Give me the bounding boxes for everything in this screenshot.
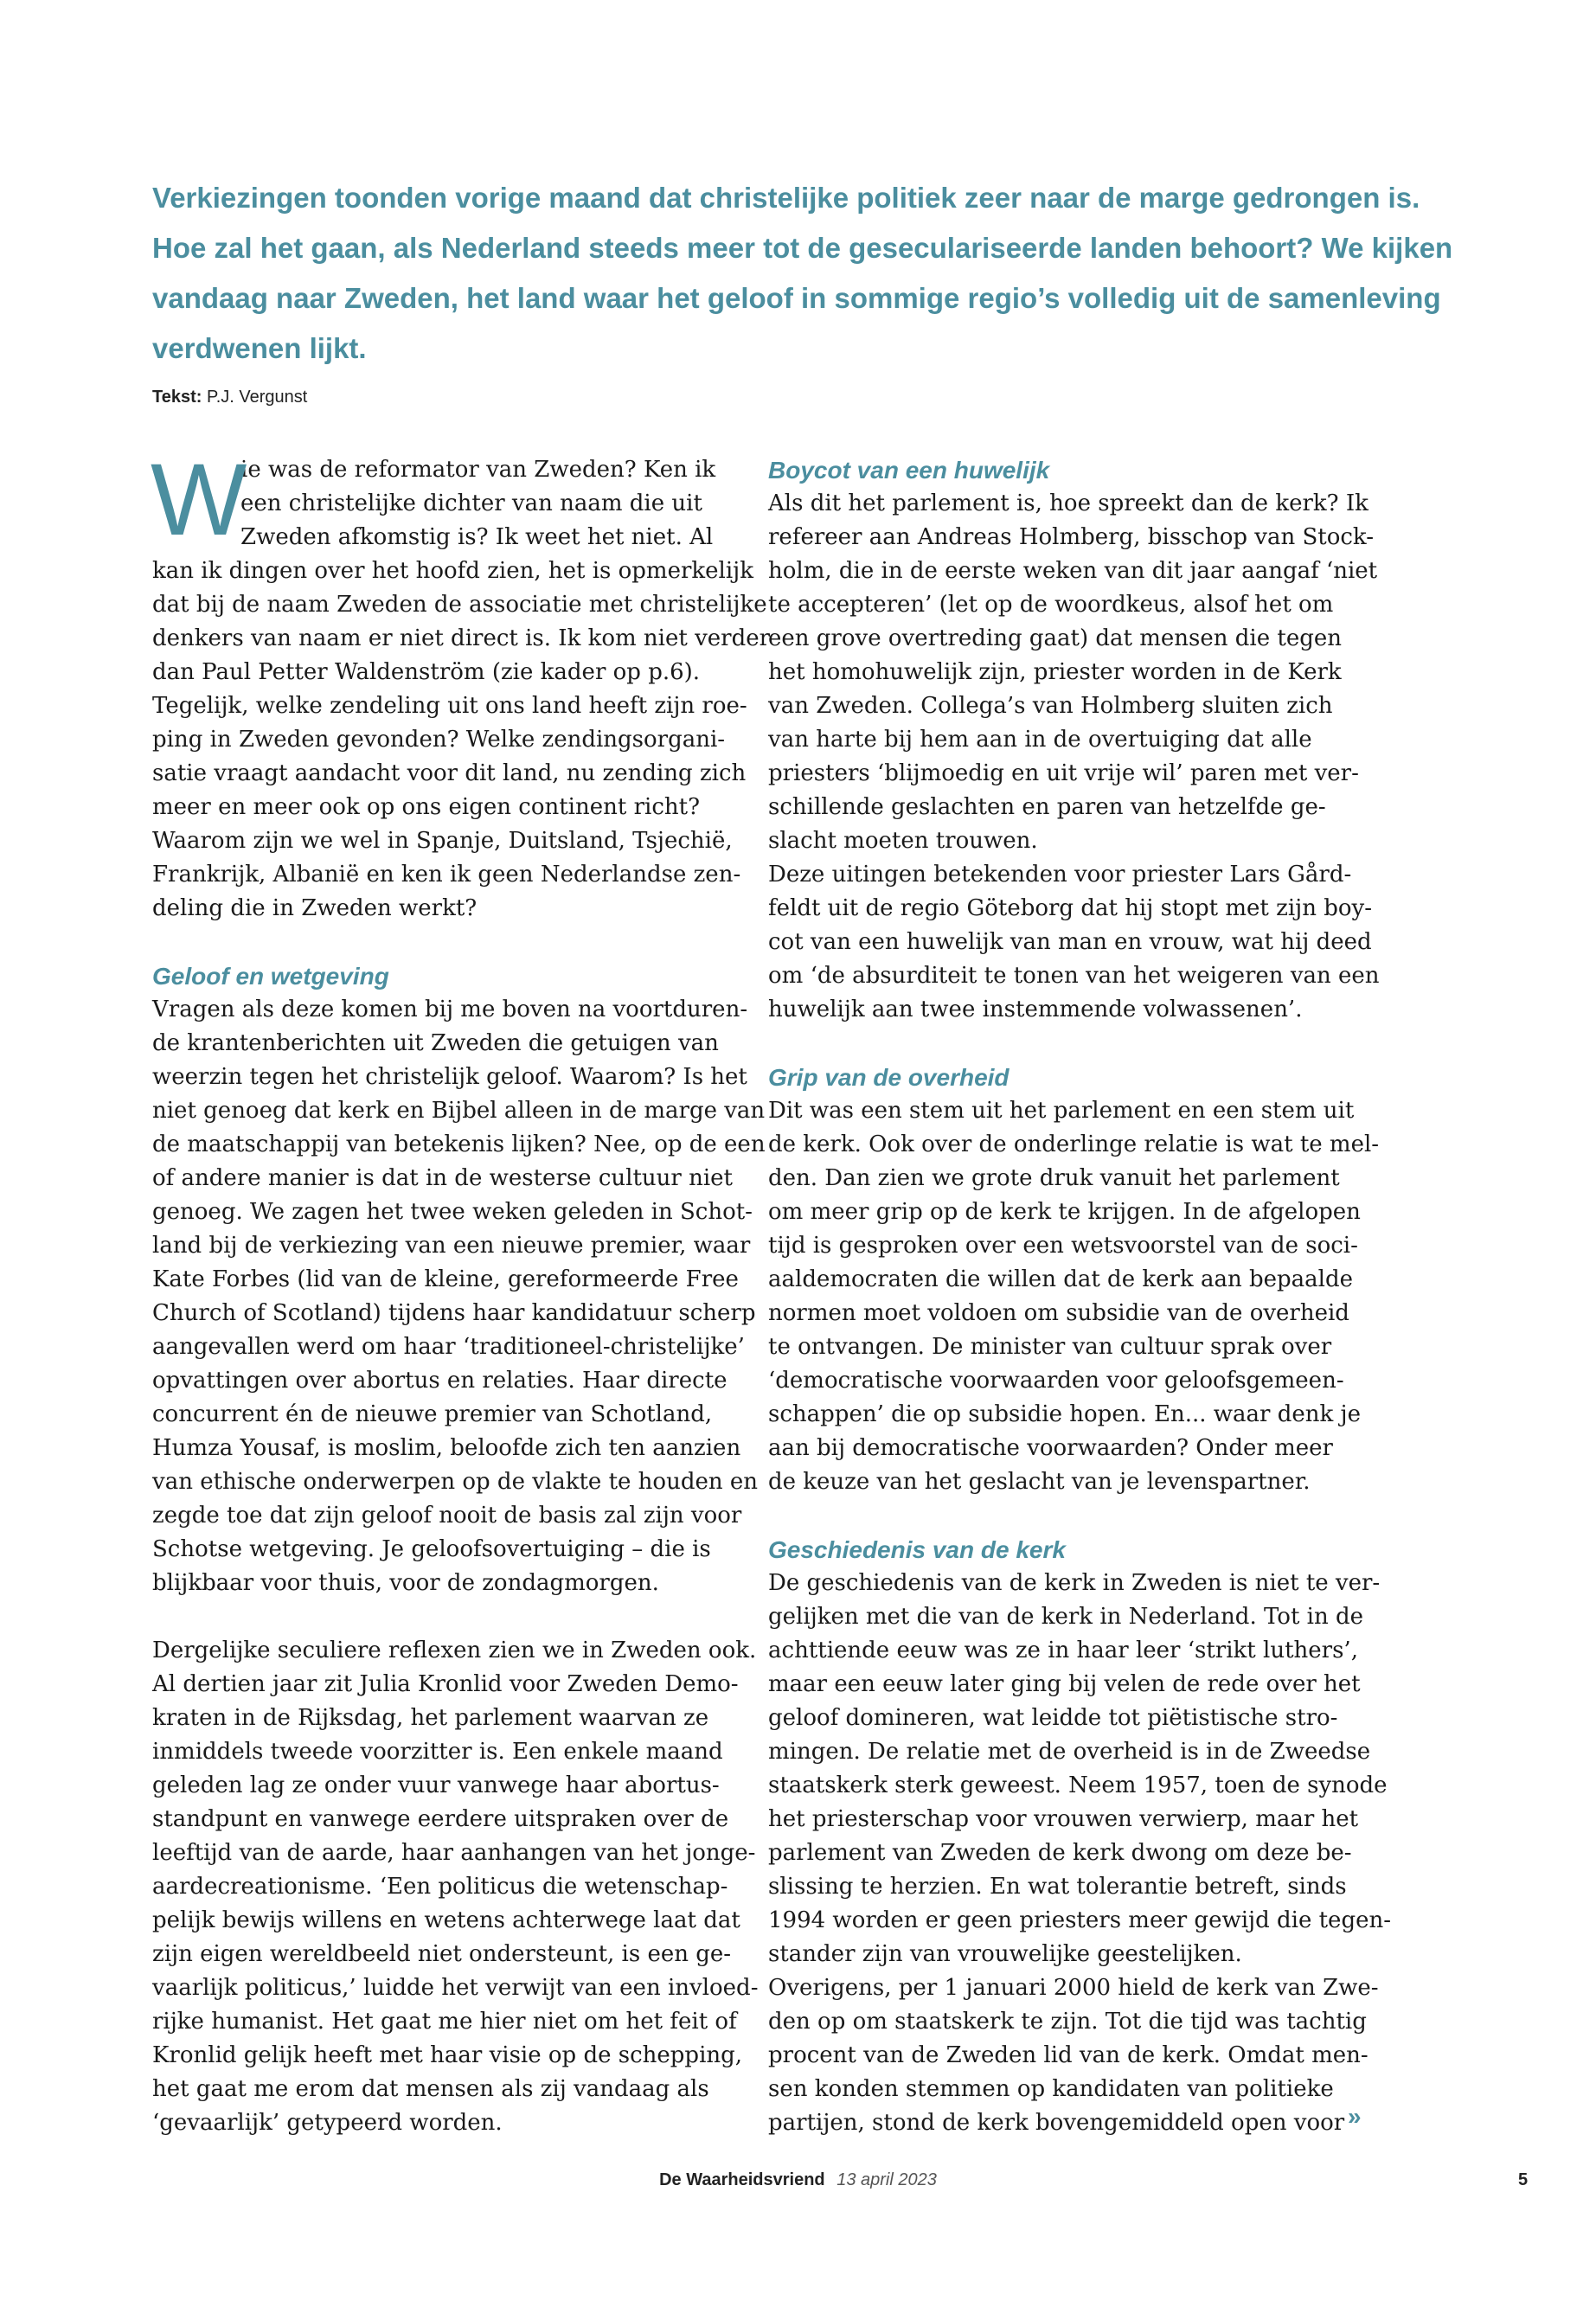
text-line: aardecreationisme. ‘Een politicus die wetenschap- [152, 1874, 728, 1900]
paragraph [152, 554, 771, 926]
text-line: Zweden afkomstig is? Ik weet het niet. Al [240, 524, 714, 550]
paragraph-gap [152, 1600, 758, 1634]
text-line: genoeg. We zagen het twee weken geleden in Schot- [152, 1199, 753, 1225]
text-line: Schotse wetgeving. Je geloofsovertuiging – die is [152, 1536, 711, 1562]
intro-line: Verkiezingen toonden vorige maand dat christelijke politiek zeer naar de marge gedrongen is. [152, 182, 1420, 214]
text-line: schillende geslachten en paren van hetzelfde ge- [768, 794, 1326, 820]
intro-line: verdwenen lijkt. [152, 332, 367, 364]
paragraph [152, 993, 766, 1600]
byline-label: Tekst: [152, 388, 202, 407]
text-line: den. Dan zien we grote druk vanuit het parlement [768, 1165, 1340, 1191]
text-line: zijn eigen wereldbeeld niet ondersteunt, is een ge- [152, 1941, 732, 1967]
paragraph-gap [768, 1027, 1374, 1061]
text-line: geloof domineren, wat leidde tot piëtistische stro- [768, 1705, 1338, 1731]
paragraph-gap [768, 1499, 1374, 1533]
text-line: weerzin tegen het christelijk geloof. Waarom? Is het [152, 1064, 747, 1090]
intro-line: Hoe zal het gaan, als Nederland steeds meer tot de geseculariseerde landen behoort? We kijken [152, 232, 1453, 264]
text-line: Kate Forbes (lid van de kleine, gereformeerde Free [152, 1266, 739, 1292]
text-line: tijd is gesproken over een wetsvoorstel van de soci- [768, 1233, 1358, 1259]
text-line: feldt uit de regio Göteborg dat hij stopt met zijn boy- [768, 895, 1372, 921]
text-line: rijke humanist. Het gaat me hier niet om het feit of [152, 2009, 737, 2035]
double-chevron-right-icon: » [1348, 2103, 1362, 2130]
text-line: 1994 worden er geen priesters meer gewijd die tegen- [768, 1907, 1392, 1933]
paragraph [152, 1634, 758, 2140]
text-line: slissing te herzien. En wat tolerantie betreft, sinds [768, 1874, 1347, 1900]
text-line: om meer grip op de kerk te krijgen. In de afgelopen [768, 1199, 1361, 1225]
text-line: te accepteren’ (let op de woordkeus, alsof het om [768, 592, 1334, 618]
text-line: kan ik dingen over het hoofd zien, het is opmerkelijk [152, 558, 753, 584]
text-line: te ontvangen. De minister van cultuur sprak over [768, 1334, 1332, 1360]
page-number: 5 [1518, 2170, 1529, 2189]
text-line: maar een eeuw later ging bij velen de rede over het [768, 1671, 1361, 1697]
text-line: den op om staatskerk te zijn. Tot die tijd was tachtig [768, 2009, 1367, 2035]
text-line: gelijken met die van de kerk in Nederland. Tot in de [768, 1604, 1364, 1630]
text-line: refereer aan Andreas Holmberg, bisschop van Stock- [768, 524, 1375, 550]
text-line: geleden lag ze onder vuur vanwege haar abortus- [152, 1772, 720, 1798]
text-line: het gaat me erom dat mensen als zij vandaag als [152, 2076, 709, 2102]
text-line: standpunt en vanwege eerdere uitspraken over de [152, 1806, 729, 1832]
text-line: Kronlid gelijk heeft met haar visie op de schepping, [152, 2042, 743, 2068]
dropcap: W [151, 443, 247, 557]
text-line: om ‘de absurditeit te tonen van het weigeren van een [768, 963, 1380, 989]
left-column [151, 443, 771, 2140]
text-line: het homohuwelijk zijn, priester worden in de Kerk [768, 659, 1342, 685]
text-line: blijkbaar voor thuis, voor de zondagmorgen. [152, 1570, 659, 1596]
page-footer [0, 2170, 1596, 2190]
paragraph [768, 1567, 1392, 2140]
text-line: ie was de reformator van Zweden? Ken ik [240, 457, 716, 483]
publication-date: 13 april 2023 [836, 2170, 937, 2189]
section-heading: Boycot van een huwelijk [768, 457, 1050, 484]
section-heading: Grip van de overheid [768, 1064, 1010, 1091]
text-line: niet genoeg dat kerk en Bijbel alleen in de marge van [152, 1098, 766, 1124]
text-line: Humza Yousaf, is moslim, beloofde zich ten aanzien [152, 1435, 741, 1461]
text-line: van ethische onderwerpen op de vlakte te houden en [152, 1469, 758, 1495]
text-line: de keuze van het geslacht van je levenspartner. [768, 1469, 1311, 1495]
text-line: meer en meer ook op ons eigen continent richt? [152, 794, 701, 820]
text-line: Vragen als deze komen bij me boven na voortduren- [152, 997, 748, 1022]
text-line: pelijk bewijs willens en wetens achterwege laat dat [152, 1907, 740, 1933]
opening-paragraph [151, 443, 758, 557]
paragraph [768, 487, 1380, 1027]
text-line: priesters ‘blijmoedig en uit vrije wil’ paren met ver- [768, 760, 1359, 786]
text-line: de kerk. Ook over de onderlinge relatie is wat te mel- [768, 1131, 1380, 1157]
text-line: denkers van naam er niet direct is. Ik kom niet verder [152, 625, 771, 651]
text-line: De geschiedenis van de kerk in Zweden is niet te ver- [768, 1570, 1381, 1596]
text-line: of andere manier is dat in de westerse cultuur niet [152, 1165, 733, 1191]
text-line: achttiende eeuw was ze in haar leer ‘strikt luthers’, [768, 1638, 1358, 1663]
text-line: normen moet voldoen om subsidie van de overheid [768, 1300, 1349, 1326]
text-line: cot van een huwelijk van man en vrouw, wat hij deed [768, 929, 1372, 955]
text-line: sen konden stemmen op kandidaten van politieke [768, 2076, 1334, 2102]
text-line: Frankrijk, Albanië en ken ik geen Nederlandse zen- [152, 862, 741, 888]
text-line: Als dit het parlement is, hoe spreekt dan de kerk? Ik [768, 490, 1368, 516]
text-line: concurrent én de nieuwe premier van Schotland, [152, 1401, 713, 1427]
text-line: aangevallen werd om haar ‘traditioneel-christelijke’ [152, 1334, 745, 1360]
text-line: Tegelijk, welke zendeling uit ons land heeft zijn roe- [152, 693, 747, 719]
paragraph-gap [152, 926, 758, 959]
text-line: ping in Zweden gevonden? Welke zendingsorgani- [152, 727, 726, 753]
byline [152, 388, 307, 407]
text-line: opvattingen over abortus en relaties. Haar directe [152, 1368, 727, 1394]
text-line: staatskerk sterk geweest. Neem 1957, toen de synode [768, 1772, 1388, 1798]
text-line: een grove overtreding gaat) dat mensen die tegen [768, 625, 1342, 651]
text-line: zegde toe dat zijn geloof nooit de basis zal zijn voor [152, 1503, 742, 1529]
text-line: Al dertien jaar zit Julia Kronlid voor Zweden Demo- [152, 1671, 739, 1697]
byline-author: P.J. Vergunst [206, 388, 308, 407]
publication-name: De Waarheidsvriend [659, 2170, 825, 2189]
text-line: de krantenberichten uit Zweden die getuigen van [152, 1030, 719, 1056]
text-line: procent van de Zweden lid van de kerk. Omdat men- [768, 2042, 1368, 2068]
text-line: het priesterschap voor vrouwen verwierp, maar het [768, 1806, 1359, 1832]
text-line: satie vraagt aandacht voor dit land, nu zending zich [152, 760, 747, 786]
text-line: stander zijn van vrouwelijke geestelijken. [768, 1941, 1242, 1967]
text-line: de maatschappij van betekenis lijken? Nee, op de een [152, 1131, 766, 1157]
text-line: Dit was een stem uit het parlement en een stem uit [768, 1098, 1355, 1124]
text-line: slacht moeten trouwen. [768, 828, 1038, 854]
text-line: Deze uitingen betekenden voor priester Lars Gård- [768, 862, 1352, 888]
text-line: aaldemocraten die willen dat de kerk aan bepaalde [768, 1266, 1353, 1292]
text-line: partijen, stond de kerk bovengemiddeld open voor [768, 2110, 1345, 2136]
text-line: aan bij democratische voorwaarden? Onder meer [768, 1435, 1333, 1461]
text-line: Waarom zijn we wel in Spanje, Duitsland, Tsjechië, [152, 828, 733, 854]
right-column [768, 453, 1392, 2140]
paragraph [768, 1094, 1380, 1499]
text-line: Dergelijke seculiere reflexen zien we in Zweden ook. [152, 1638, 757, 1663]
text-line: vaarlijk politicus,’ luidde het verwijt van een invloed- [152, 1975, 759, 2001]
text-line: van harte bij hem aan in de overtuiging dat alle [768, 727, 1312, 753]
intro-line: vandaag naar Zweden, het land waar het geloof in sommige regio’s volledig uit de samenleving [152, 282, 1441, 314]
text-line: deling die in Zweden werkt? [152, 895, 478, 921]
section-heading: Geschiedenis van de kerk [768, 1536, 1066, 1563]
text-line: Church of Scotland) tijdens haar kandidatuur scherp [152, 1300, 756, 1326]
text-line: Overigens, per 1 januari 2000 hield de kerk van Zwe- [768, 1975, 1379, 2001]
text-line: holm, die in de eerste weken van dit jaar aangaf ‘niet [768, 558, 1378, 584]
text-line: kraten in de Rijksdag, het parlement waarvan ze [152, 1705, 709, 1731]
text-line: dat bij de naam Zweden de associatie met christelijke [152, 592, 767, 618]
section-heading: Geloof en wetgeving [152, 963, 389, 990]
text-line: dan Paul Petter Waldenström (zie kader op p.6). [152, 659, 701, 685]
text-line: een christelijke dichter van naam die uit [240, 490, 702, 516]
text-line: leeftijd van de aarde, haar aanhangen van het jonge- [152, 1840, 756, 1866]
text-line: ‘gevaarlijk’ getypeerd worden. [152, 2110, 503, 2136]
text-line: land bij de verkiezing van een nieuwe premier, waar [152, 1233, 751, 1259]
text-line: parlement van Zweden de kerk dwong om deze be- [768, 1840, 1352, 1866]
text-line: inmiddels tweede voorzitter is. Een enkele maand [152, 1739, 723, 1765]
text-line: ‘democratische voorwaarden voor geloofsgemeen- [768, 1368, 1344, 1394]
text-line: schappen’ die op subsidie hopen. En... waar denk je [768, 1401, 1361, 1427]
intro-lead [152, 173, 1453, 374]
text-line: mingen. De relatie met de overheid is in de Zweedse [768, 1739, 1371, 1765]
text-line: huwelijk aan twee instemmende volwassenen’. [768, 997, 1303, 1022]
text-line: van Zweden. Collega’s van Holmberg sluiten zich [768, 693, 1333, 719]
